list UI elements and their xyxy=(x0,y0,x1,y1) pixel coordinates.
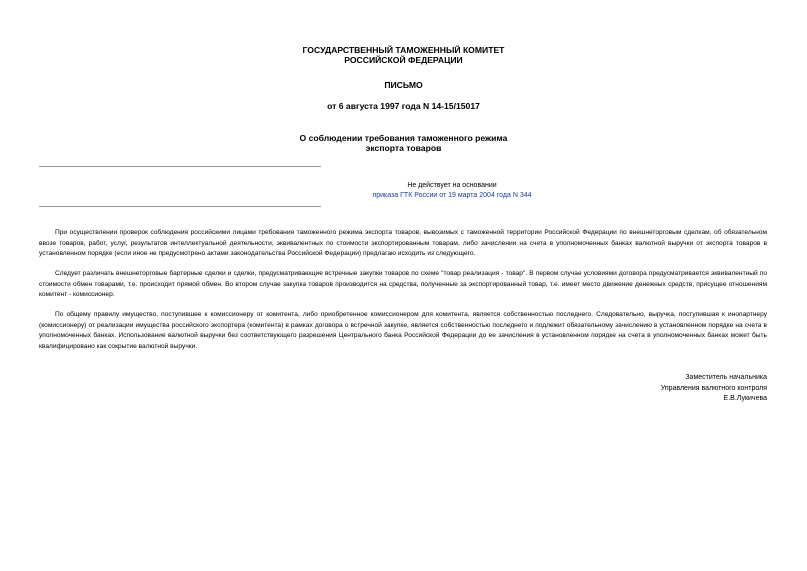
paragraph-3: По общему правилу имущество, поступившее к комиссионеру от комитента, либо приобретенное комиссионером для комитента, является собственностью последнего. Следовательно, выручка, поступившая к инопартнеру (комиссионеру) от реализации имущества российского экспортера (комитента) в рамках договора о встречной закупке, является собственностью последнего и подлежит обязательному зачислению в установленном порядке на счета в уполномоченных банках. Использование валютной выручки без соответствующего разрешения Центрального банка Российской Федерации до ее зачисления в установленном порядке на счета в уполномоченных банках может быть квалифицировано как сокрытие валютной выручки. xyxy=(39,311,767,350)
signer-position-line-2: Управления валютного контроля xyxy=(660,384,767,392)
document-title xyxy=(0,133,807,153)
signature-block xyxy=(661,373,767,405)
status-text: Не действует на основании xyxy=(407,182,497,189)
divider-bottom xyxy=(39,206,321,207)
signer-name: Е.В.Лукичева xyxy=(723,395,767,402)
title-line-2: экспорта товаров xyxy=(365,143,442,153)
status-notice xyxy=(321,181,583,201)
paragraph-1: При осуществлении проверок соблюдения российскими лицами требования таможенного режима экспорта товаров, вывозимых с таможенной территории Российской Федерации по внешнеторговым сделкам, об обязательном ввозе товаров, работ, услуг, результатов интеллектуальной деятельности, эквивалентных по стоимости экспортированным товарам, либо зачислении на счета в уполномоченных банках валютной выручки от экспорта товаров в установленном порядке (если иное не предусмотрено актами законодательства Российской Федерации) предлагаю исходить из следующего. xyxy=(39,229,767,257)
repeal-basis-link[interactable]: приказа ГТК России от 19 марта 2004 года N 344 xyxy=(372,192,532,199)
divider-top xyxy=(39,166,321,167)
title-line-1: О соблюдении требования таможенного режима xyxy=(299,133,508,143)
authority-line-1: ГОСУДАРСТВЕННЫЙ ТАМОЖЕННЫЙ КОМИТЕТ xyxy=(302,45,505,55)
document-type: ПИСЬМО xyxy=(384,80,423,90)
paragraph-2: Следует различать внешнеторговые бартерные сделки и сделки, предусматривающие встречные закупки товаров по схеме "товар реализация - товар". В первом случае условиями договора предусматривается эквивалентный по стоимости обмен товарами, т.е. происходит прямой обмен. Во втором случае закупка товаров производится на средства, полученные за экспортированный товар, т.е. имеет место движение денежных средств, присущее отношениям комитент - комиссионер. xyxy=(39,270,767,298)
document-date-number: от 6 августа 1997 года N 14-15/15017 xyxy=(327,101,480,111)
issuing-authority xyxy=(0,45,807,65)
authority-line-2: РОССИЙСКОЙ ФЕДЕРАЦИИ xyxy=(344,55,463,65)
signer-position-line-1: Заместитель начальника xyxy=(685,374,767,381)
